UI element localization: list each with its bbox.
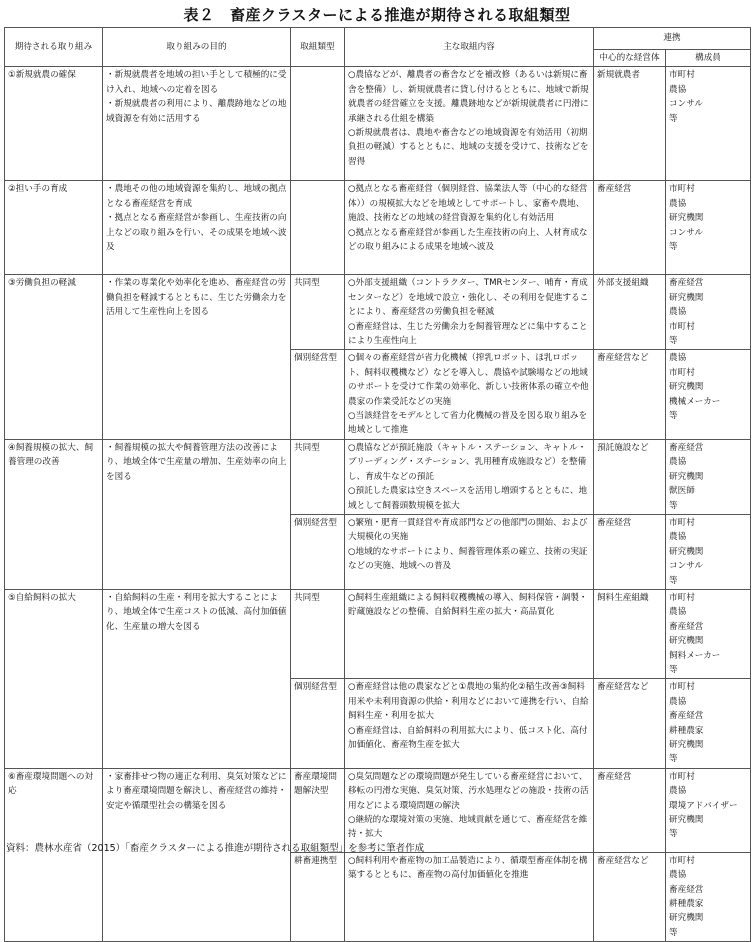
text-line: 市町村 [669, 682, 695, 693]
purpose-cell [103, 768, 291, 941]
members-cell [666, 350, 751, 439]
members-cell [666, 181, 751, 275]
text-line: ・作業の専業化や効率化を進め、畜産経営の労働負担を軽減するとともに、生じた労働余力を活用して生産性向上を図る [106, 278, 287, 318]
content-cell [345, 589, 594, 678]
text-line: 市町村 [669, 855, 695, 866]
text-line: 研究機関 [669, 382, 704, 393]
text-line: 等 [669, 500, 678, 511]
purpose-cell [103, 181, 291, 275]
text-line: 農協 [669, 457, 687, 468]
text-line: コンサル [669, 561, 703, 572]
text-line: 等 [669, 927, 678, 938]
central-cell: 畜産経営など [594, 852, 666, 941]
header-expected: 期待される取り組み [5, 28, 103, 67]
text-line: ○当該経営をモデルとして省力化機械の普及を図る取り組みを地域として推進 [348, 411, 588, 436]
table-row [5, 589, 751, 678]
text-line: 研究機関 [669, 213, 704, 224]
text-line: 農協 [669, 532, 687, 543]
expected-cell: ④飼養規模の拡大、飼養管理の改善 [5, 439, 103, 589]
text-line: 研究機関 [669, 471, 704, 482]
central-cell: 畜産経営 [594, 181, 666, 275]
text-line: 農協 [669, 84, 687, 95]
text-line: 機械メーカー [669, 396, 721, 407]
text-line: ○個々の畜産経営が省力化機械（搾乳ロボット、ほ乳ロボット、飼料収穫機など）などを導入し、農協や試験場などの地域のサポートを受けて作業の効率化、新しい技術体系の確立や他農家の作業受託などの実施 [348, 353, 589, 407]
header-purpose: 取り組みの目的 [103, 28, 291, 67]
content-cell [345, 67, 594, 181]
expected-cell: ②担い手の育成 [5, 181, 103, 275]
table-row [5, 67, 751, 181]
text-line: 等 [669, 664, 678, 675]
text-line: 農協 [669, 198, 687, 209]
text-line: ○臭気問題などの環境問題が発生している畜産経営において、移転の円滑な実施、臭気対策、汚水処理などの施設・技術の活用などによる環境問題の解決 [348, 771, 589, 811]
members-cell [666, 67, 751, 181]
text-line: 農協 [669, 307, 687, 318]
type-cell: 共同型 [291, 439, 345, 514]
text-line: ○預託した農家は空きスペースを活用し増頭するとともに、地域として飼養頭数規模を拡大 [348, 486, 588, 511]
type-cell: 個別経営型 [291, 679, 345, 768]
text-line: 農協 [669, 696, 687, 707]
content-cell [345, 350, 594, 439]
header-content: 主な取組内容 [345, 28, 594, 67]
text-line: 環境アドバイザー [669, 800, 738, 811]
text-line: 等 [669, 336, 678, 347]
table-row [5, 439, 751, 514]
text-line: ・自給飼料の生産・利用を拡大することにより、地域全体で生産コストの低減、高付加価値化、生産量の増大を図る [106, 592, 287, 632]
text-line: 耕種農家 [669, 899, 704, 910]
text-line: コンサル [669, 99, 703, 110]
text-line: ○拠点となる畜産経営が参画した生産技術の向上、人材育成などの取り組みによる成果を地域へ波及 [348, 227, 588, 253]
type-cell [291, 67, 345, 181]
text-line: 研究機関 [669, 913, 704, 924]
text-line: ○飼料利用や畜産物の加工品製造により、循環型畜産体制を構築するとともに、畜産物の高付加価値化を推進 [348, 855, 588, 881]
central-cell: 畜産経営など [594, 679, 666, 768]
text-line: 畜産経営 [669, 884, 704, 895]
text-line: 畜産経営 [669, 621, 704, 632]
purpose-cell [103, 275, 291, 439]
text-line: コンサル [669, 227, 703, 238]
expected-cell: ①新規就農の確保 [5, 67, 103, 181]
text-line: 市町村 [669, 592, 695, 603]
type-cell: 共同型 [291, 589, 345, 678]
content-cell [345, 852, 594, 941]
members-cell [666, 514, 751, 589]
table-row [5, 181, 751, 275]
text-line: 市町村 [669, 771, 695, 782]
table-title: 表２ 畜産クラスターによる推進が期待される取組類型 [183, 6, 571, 24]
members-cell [666, 275, 751, 350]
text-line: ○拠点となる畜産経営（個別経営、協業法人等（中心的な経営体））の規模拡大などを地域としてサポートし、家畜や農地、施設、技術などの地域の経営資源を集約化し有効活用 [348, 184, 588, 224]
text-line: 畜産経営 [669, 711, 704, 722]
text-line: 市町村 [669, 367, 695, 378]
text-line: 畜産経営 [669, 442, 704, 453]
header-type: 取組類型 [291, 28, 345, 67]
purpose-cell [103, 589, 291, 768]
text-line: ○畜産経営は、自給飼料の利用拡大により、低コスト化、高付加価値化、畜産物生産を拡大 [348, 725, 588, 750]
text-line: 等 [669, 411, 678, 422]
text-line: ・新規就農者を地域の担い手として積極的に受け入れ、地域への定着を図る [106, 70, 287, 95]
text-line: ○新規就農者は、農地や畜舎などの地域資源を有効活用（初期負担の軽減）するとともに、地域の支援を受けて、技術などを習得 [348, 128, 589, 167]
text-line: ・家畜排せつ物の適正な利用、臭気対策などにより畜産環境問題を解決し、畜産経営の維持・安定や循環型社会の構築を図る [106, 771, 287, 811]
text-line: 市町村 [669, 70, 695, 81]
content-cell [345, 439, 594, 514]
expected-cell: ⑤自給飼料の拡大 [5, 589, 103, 768]
central-cell: 預託施設など [594, 439, 666, 514]
text-line: 等 [669, 113, 678, 124]
type-cell: 個別経営型 [291, 514, 345, 589]
text-line: ・新規就農者の利用により、離農跡地などの地域資源を有効に活用する [106, 99, 287, 124]
header-cooperation: 連携 [594, 28, 751, 50]
text-line: 市町村 [669, 321, 695, 332]
members-cell [666, 768, 751, 852]
text-line: ○農協などが預託施設（キャトル・ステーション、キャトル・ブリーディング・ステーション、乳用種育成施設など）を整備し、育成牛などの預託 [348, 442, 587, 482]
type-cell: 個別経営型 [291, 350, 345, 439]
text-line: 獣医師 [669, 486, 695, 497]
text-line: ・飼養規模の拡大や飼養管理方法の改善により、地域全体で生産量の増加、生産効率の向上を図る [106, 442, 287, 482]
text-line: 研究機関 [669, 292, 704, 303]
content-cell [345, 275, 594, 350]
initiative-types-table [4, 27, 751, 942]
text-line: 畜産経営 [669, 278, 704, 289]
type-cell: 畜産環境問題解決型 [291, 768, 345, 852]
central-cell: 畜産経営 [594, 514, 666, 589]
text-line: 研究機関 [669, 740, 704, 750]
text-line: ○飼料生産組織による飼料収穫機械の導入、飼料保管・調製・貯蔵施設などの整備、自給飼料生産の拡大・高品質化 [348, 592, 588, 618]
text-line: ○畜産経営は、生じた労働余力を飼養管理などに集中することにより生産性向上 [348, 321, 588, 347]
central-cell: 飼料生産組織 [594, 589, 666, 678]
text-line: 等 [669, 575, 678, 586]
text-line: 市町村 [669, 184, 695, 195]
text-line: ○地域的なサポートにより、飼養管理体系の確立、技術の実証などの実施、地域への普及 [348, 546, 588, 572]
content-cell [345, 514, 594, 589]
members-cell [666, 589, 751, 678]
text-line: ・拠点となる畜産経営が参画し、生産技術の向上などの取り組みを行い、その成果を地域へ波及 [106, 213, 287, 253]
text-line: 等 [669, 829, 678, 840]
central-cell: 畜産経営など [594, 350, 666, 439]
header-members: 構成員 [666, 50, 751, 67]
purpose-cell [103, 67, 291, 181]
content-cell [345, 181, 594, 275]
text-line: 研究機関 [669, 546, 704, 557]
content-cell [345, 679, 594, 768]
text-line: ○農協などが、離農者の畜舎などを補改修（あるいは新規に畜舎を整備）し、新規就農者に貸し付けるとともに、地域で新規就農者の経営確立を支援。離農跡地などが新規就農者に円滑に承継される仕組を構築 [348, 70, 589, 124]
text-line: 市町村 [669, 517, 695, 528]
members-cell [666, 852, 751, 941]
source-note: 資料：農林水産省（2015）「畜産クラスターによる推進が期待される取組類型」を参考に筆者作成 [6, 843, 425, 854]
expected-cell: ⑥畜産環境問題への対応 [5, 768, 103, 941]
central-cell: 畜産経営 [594, 768, 666, 852]
text-line: ○繁殖・肥育一貫経営や育成部門などの他部門の開始、および大規模化の実施 [348, 517, 588, 543]
purpose-cell [103, 439, 291, 589]
text-line: 研究機関 [669, 815, 704, 826]
type-cell: 共同型 [291, 275, 345, 350]
text-line: 農協 [669, 607, 687, 618]
text-line: ・農地その他の地域資源を集約し、地域の拠点となる畜産経営を育成 [106, 184, 287, 209]
header-central: 中心的な経営体 [594, 50, 666, 67]
expected-cell: ③労働負担の軽減 [5, 275, 103, 439]
central-cell: 外部支援組織 [594, 275, 666, 350]
type-cell: 耕畜連携型 [291, 852, 345, 941]
text-line: 農協 [669, 353, 687, 364]
central-cell: 新規就農者 [594, 67, 666, 181]
table-row [5, 275, 751, 350]
text-line: 農協 [669, 870, 687, 881]
type-cell [291, 181, 345, 275]
text-line: ○継続的な環境対策の実施、地域貢献を通じて、畜産経営を維持・拡大 [348, 815, 588, 840]
members-cell [666, 679, 751, 768]
text-line: ○畜産経営は他の農家などと①農地の集約化②稲生改善③飼料用米や未利用資源の供給・利用などにおいて連携を行い、自給飼料生産・利用を拡大 [348, 682, 589, 722]
text-line: 等 [669, 754, 678, 765]
text-line: 耕種農家 [669, 725, 704, 736]
members-cell [666, 439, 751, 514]
text-line: 農協 [669, 786, 687, 797]
text-line: 等 [669, 242, 678, 253]
text-line: 研究機関 [669, 636, 704, 647]
text-line: 飼料メーカー [669, 650, 721, 661]
text-line: ○外部支援組織（コントラクター、TMRセンター、哺育・育成センターなど）を地域で設立・強化し、その利用を促進することにより、畜産経営の労働負担を軽減 [348, 278, 589, 318]
